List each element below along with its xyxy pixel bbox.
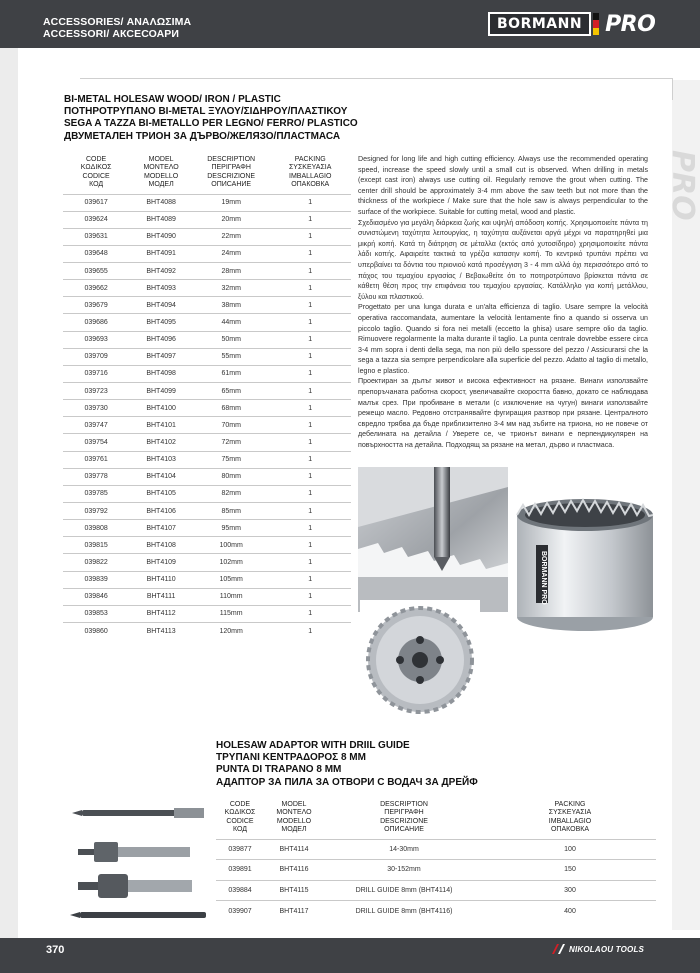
cell-packing: 1 (269, 485, 351, 502)
cell-packing: 1 (269, 571, 351, 588)
frame-divider-vertical (672, 78, 673, 100)
cell-code: 039679 (63, 297, 129, 314)
table-row (63, 485, 351, 502)
cell-model: BHT4092 (129, 263, 193, 280)
cell-description: 85mm (193, 503, 269, 520)
cell-description: 120mm (193, 623, 269, 640)
cell-description: 65mm (193, 383, 269, 400)
column-header-line: ОПИСАНИЕ (211, 181, 252, 189)
nikolaou-tools-logo (552, 943, 644, 955)
cell-code: 039648 (63, 245, 129, 262)
column-header-line: ΣΥΣΚΕΥΑΣΙΑ (548, 809, 592, 817)
adaptor-icon (78, 842, 190, 862)
cell-model: BHT4093 (129, 280, 193, 297)
cell-packing: 1 (269, 280, 351, 297)
column-header-line: DESCRIZIONE (207, 172, 256, 180)
cell-description: DRILL GUIDE 8mm (BHT4116) (324, 901, 484, 922)
cell-model: BHT4101 (129, 417, 193, 434)
table-row (63, 194, 351, 211)
frame-divider (80, 78, 672, 79)
description-bg: Проектиран за дълъг живот и висока ефективност на рязане. Винаги използвайте препоръчаната работна скорост, увеличавайте скоростта бавно, докато се наблюдава малък срез. При пробиване в метали (с изключение на чугун) винаги използвайте режещо масло. Редовно отстранявайте фугиращия разтвор при рязане. Централното свредло трябва да бъде приблизително 3-4 мм над зъбите на триона, но не повече от дебелината на детайла / Уверете се, че трионът винаги е перпендикулярен на повърхността на детайла. Подходящ за рязане на метал, дърво и пластмаса. (358, 377, 648, 450)
cell-model: BHT4117 (264, 901, 324, 922)
cell-packing: 1 (269, 228, 351, 245)
cell-description: 20mm (193, 211, 269, 228)
cell-description: 82mm (193, 485, 269, 502)
table-row (63, 605, 351, 622)
bormann-pro-logo (488, 11, 655, 37)
cell-code: 039631 (63, 228, 129, 245)
cell-packing: 1 (269, 588, 351, 605)
cell-code: 039754 (63, 434, 129, 451)
table-row (216, 860, 656, 881)
nikolaou-mark-icon (552, 944, 566, 954)
cell-packing: 1 (269, 434, 351, 451)
table-row (63, 417, 351, 434)
cell-code: 039655 (63, 263, 129, 280)
column-header-line: ΚΩΔΙΚΟΣ (224, 809, 256, 817)
cell-model: BHT4113 (129, 623, 193, 640)
cell-packing: 1 (269, 451, 351, 468)
table-row (63, 571, 351, 588)
cell-model: BHT4089 (129, 211, 193, 228)
column-header-line: MODELLO (143, 172, 179, 180)
cell-packing: 1 (269, 537, 351, 554)
page-header (0, 0, 700, 48)
cell-code: 039808 (63, 520, 129, 537)
title-line: АДАПТОР ЗА ПИЛА ЗА ОТВОРИ С ВОДАЧ ЗА ДРЕЙФ (216, 776, 478, 788)
cell-code: 039815 (63, 537, 129, 554)
column-header-line: КОД (232, 826, 248, 834)
column-header-line: PACKING (554, 800, 586, 808)
cell-code: 039877 (216, 839, 264, 860)
table-row (63, 297, 351, 314)
cell-model: BHT4099 (129, 383, 193, 400)
column-header (129, 152, 193, 194)
footer-brand: NIKOLAOU TOOLS (569, 944, 645, 954)
cell-code: 039761 (63, 451, 129, 468)
cell-model: BHT4105 (129, 485, 193, 502)
cell-model: BHT4098 (129, 365, 193, 382)
title-line: SEGA A TAZZA BI-METALLO PER LEGNO/ FERRO/ PLASTICO (64, 118, 358, 130)
cell-packing: 150 (484, 860, 656, 881)
column-header-line: DESCRIPTION (380, 800, 428, 808)
description-en: Designed for long life and high cutting efficiency. Always use the recommended operating speed, increase the speed slowly until a small cut is observed. When drilling in metals (except cast iron) always use cutting oil. Regularly remove the grout when cutting. The center drill should be approximately 3-4 mm above the saw teeth but not more than the thickness of the workpiece / Make sure that the hole saw is always perpendicular to the surface of the workpiece. Suitable for cutting metal, wood and plastic. (358, 155, 648, 216)
cell-description: 102mm (193, 554, 269, 571)
cell-model: BHT4097 (129, 348, 193, 365)
cell-packing: 1 (269, 211, 351, 228)
cell-description: DRILL GUIDE 8mm (BHT4114) (324, 880, 484, 901)
cell-model: BHT4116 (264, 860, 324, 881)
table-row (63, 280, 351, 297)
cell-code: 039822 (63, 554, 129, 571)
column-header (324, 797, 484, 839)
cell-code: 039693 (63, 331, 129, 348)
cell-description: 28mm (193, 263, 269, 280)
logo-brand: BORMANN (488, 12, 591, 36)
column-header-line: ОПАКОВКА (291, 181, 330, 189)
drill-bit-icon (72, 808, 204, 818)
cell-packing: 1 (269, 400, 351, 417)
cell-code: 039860 (63, 623, 129, 640)
description-it: Progettato per una lunga durata e un'alta efficienza di taglio. Usare sempre la velocità operativa raccomandata, aumentare la velocità lentamente fino a quando si osserva un piccolo taglio. Quando si fora nei metalli (eccetto la ghisa) usare sempre olio da taglio. Rimuovere regolarmente la malta durante il taglio. La punta centrale dovrebbe essere circa 3-4 mm sopra i denti della sega, ma non più dello spessore del pezzo / Assicurarsi che la sega a tazza sia sempre perpendicolare alla superficie del pezzo. Adatto al taglio di metallo, legno e plastico. (358, 303, 648, 375)
cell-model: BHT4090 (129, 228, 193, 245)
cell-description: 70mm (193, 417, 269, 434)
column-header-line: КОД (89, 181, 104, 189)
column-header-line: MODEL (148, 155, 174, 163)
cell-description: 61mm (193, 365, 269, 382)
cell-description: 22mm (193, 228, 269, 245)
column-header-line: ΜΟΝΤΕΛΟ (143, 164, 179, 172)
cell-description: 115mm (193, 605, 269, 622)
table-row (63, 451, 351, 468)
cell-packing: 300 (484, 880, 656, 901)
cell-packing: 1 (269, 520, 351, 537)
cell-packing: 1 (269, 383, 351, 400)
table-row (63, 623, 351, 640)
table-row (216, 880, 656, 901)
cell-description: 105mm (193, 571, 269, 588)
cell-code: 039853 (63, 605, 129, 622)
cell-packing: 1 (269, 331, 351, 348)
cell-code: 039716 (63, 365, 129, 382)
cell-packing: 1 (269, 468, 351, 485)
column-header (216, 797, 264, 839)
column-header-line: IMBALLAGIO (548, 817, 592, 825)
flag-icon (593, 13, 599, 35)
cell-code: 039617 (63, 194, 129, 211)
column-header-line: ΚΩΔΙΚΟΣ (80, 164, 112, 172)
cell-model: BHT4109 (129, 554, 193, 571)
left-margin-bar (0, 48, 18, 938)
table-row (63, 211, 351, 228)
column-header (63, 152, 129, 194)
title-line: ΤΡΥΠΑΝΙ ΚΕΝΤΡΑΔΟΡΟΣ 8 MM (216, 752, 366, 764)
cell-model: BHT4103 (129, 451, 193, 468)
cell-description: 72mm (193, 434, 269, 451)
table-row (216, 901, 656, 922)
holesaw-table (63, 152, 351, 640)
title-line: ДВУМЕТАЛЕН ТРИОН ЗА ДЪРВО/ЖЕЛЯЗО/ПЛАСТМАСА (64, 130, 341, 142)
column-header-line: МОДЕЛ (281, 826, 307, 834)
cell-description: 30-152mm (324, 860, 484, 881)
title-line: ΠΟΤΗΡΟΤΡΥΠΑΝΟ BI-METAL ΞΥΛΟΥ/ΣΙΔΗΡΟΥ/ΠΛΑΣΤΙΚΟΥ (64, 106, 348, 118)
holesaw-ring-photo (360, 600, 480, 720)
column-header-line: MODELLO (276, 817, 312, 825)
cell-code: 039846 (63, 588, 129, 605)
holesaw-title (64, 94, 358, 143)
cell-description: 38mm (193, 297, 269, 314)
table-row (216, 839, 656, 860)
cell-packing: 1 (269, 623, 351, 640)
cell-packing: 1 (269, 263, 351, 280)
cell-model: BHT4096 (129, 331, 193, 348)
category-line-1: ACCESSORIES/ ΑΝΑΛΩΣΙΜΑ (43, 16, 192, 28)
table-row (63, 554, 351, 571)
cell-packing: 1 (269, 503, 351, 520)
cell-description: 68mm (193, 400, 269, 417)
cell-code: 039907 (216, 901, 264, 922)
cell-packing: 1 (269, 297, 351, 314)
table-row (63, 228, 351, 245)
cell-packing: 1 (269, 314, 351, 331)
side-pro-watermark: PRO (665, 150, 700, 221)
cell-description: 55mm (193, 348, 269, 365)
column-header (264, 797, 324, 839)
column-header-line: MODEL (281, 800, 307, 808)
column-header-line: ОПИСАНИЕ (384, 826, 424, 834)
cell-model: BHT4110 (129, 571, 193, 588)
cell-description: 32mm (193, 280, 269, 297)
table-row (63, 434, 351, 451)
cell-model: BHT4091 (129, 245, 193, 262)
table-row (63, 245, 351, 262)
cell-code: 039662 (63, 280, 129, 297)
cell-code: 039785 (63, 485, 129, 502)
column-header-line: МОДЕЛ (148, 181, 174, 189)
column-header-line: CODE (229, 800, 251, 808)
column-header (484, 797, 656, 839)
cell-code: 039709 (63, 348, 129, 365)
table-row (63, 314, 351, 331)
adaptor-table (216, 797, 656, 921)
cell-description: 80mm (193, 468, 269, 485)
cell-code: 039778 (63, 468, 129, 485)
cell-code: 039792 (63, 503, 129, 520)
cutting-illustration (358, 467, 508, 612)
column-header-line: ОПАКОВКА (550, 826, 589, 834)
cell-code: 039891 (216, 860, 264, 881)
table-row (63, 503, 351, 520)
table-row (63, 468, 351, 485)
title-line: BI-METAL HOLESAW WOOD/ IRON / PLASTIC (64, 94, 281, 105)
cell-packing: 1 (269, 365, 351, 382)
cutting-photo (358, 467, 508, 612)
column-header-line: ΠΕΡΙΓΡΑΦΗ (384, 809, 424, 817)
cell-model: BHT4094 (129, 297, 193, 314)
cell-code: 039839 (63, 571, 129, 588)
table-row (63, 588, 351, 605)
cell-model: BHT4108 (129, 537, 193, 554)
cell-description: 19mm (193, 194, 269, 211)
cell-packing: 1 (269, 194, 351, 211)
cell-packing: 1 (269, 245, 351, 262)
saw-brand-label: BORMANN PRO (540, 551, 547, 605)
category-line-2: ACCESSORI/ АКСЕСОАРИ (43, 28, 180, 40)
holesaw-photo (510, 485, 660, 635)
table-row (63, 520, 351, 537)
cell-model: BHT4107 (129, 520, 193, 537)
table-row (63, 348, 351, 365)
cell-description: 110mm (193, 588, 269, 605)
cell-description: 100mm (193, 537, 269, 554)
cell-model: BHT4102 (129, 434, 193, 451)
column-header-line: DESCRIZIONE (380, 817, 428, 825)
cell-description: 14-30mm (324, 839, 484, 860)
title-line: PUNTA DI TRAPANO 8 MM (216, 764, 342, 776)
adaptor-photos (70, 800, 210, 930)
category-title (43, 16, 191, 40)
table-row (63, 383, 351, 400)
cell-model: BHT4088 (129, 194, 193, 211)
adaptor-title (216, 740, 478, 789)
column-header-line: ΠΕΡΙΓΡΑΦΗ (211, 164, 251, 172)
column-header-line: DESCRIPTION (207, 155, 256, 163)
cell-model: BHT4115 (264, 880, 324, 901)
cell-code: 039686 (63, 314, 129, 331)
cell-model: BHT4114 (264, 839, 324, 860)
description-el: Σχεδιασμένο για μεγάλη διάρκεια ζωής και υψηλή απόδοση κοπής. Χρησιμοποιείτε πάντα τη συνιστώμενη ταχύτητα λειτουργίας, η ταχύτητα αυξάνεται αργά μέχρι να παρατηρηθεί μια μικρή κοπή. Κατά τη διάτρηση σε μέταλλα (εκτός από χυτοσίδηρο) χρησιμοποιείτε πάντα λάδι κοπής. Αφαιρείτε τακτικά τα γρέζια κατασην κοπή. Το κεντρικό τρυπάνι πρέπει να υπερβαίνει τα δόντια του πριονιού κατά προσέγγιση 3 - 4 mm αλλά όχι περισσότερο από το πάχος του τεμαχίου εργασίας / Βεβαιωθείτε ότι το ποτηροτρύπανο βρίσκεται πάντα σε κάθετη θέση προς την επιφάνεια του τεμαχίου εργασίας. Κατάλληλο για κοπή μετάλλου, ξύλου και πλαστικού. (358, 218, 648, 301)
column-header-line: CODE (86, 155, 107, 163)
table-row (63, 263, 351, 280)
cell-model: BHT4106 (129, 503, 193, 520)
table-row (63, 331, 351, 348)
logo-pro: PRO (605, 11, 656, 37)
column-header-line: CODICE (226, 817, 254, 825)
page-number: 370 (46, 944, 65, 956)
cell-packing: 1 (269, 417, 351, 434)
column-header-line: PACKING (294, 155, 326, 163)
cell-code: 039624 (63, 211, 129, 228)
column-header-line: ΣΥΣΚΕΥΑΣΙΑ (288, 164, 332, 172)
cell-description: 95mm (193, 520, 269, 537)
table-row (63, 537, 351, 554)
cell-model: BHT4111 (129, 588, 193, 605)
cell-packing: 400 (484, 901, 656, 922)
cell-description: 75mm (193, 451, 269, 468)
column-header-line: ΜΟΝΤΕΛΟ (276, 809, 312, 817)
cell-model: BHT4100 (129, 400, 193, 417)
cell-packing: 1 (269, 605, 351, 622)
column-header-line: IMBALLAGIO (289, 172, 332, 180)
cell-packing: 1 (269, 554, 351, 571)
column-header (269, 152, 351, 194)
drill-guide-icon (70, 912, 206, 918)
cell-model: BHT4104 (129, 468, 193, 485)
cell-code: 039723 (63, 383, 129, 400)
column-header (193, 152, 269, 194)
adaptor-large-icon (78, 874, 192, 898)
cell-description: 24mm (193, 245, 269, 262)
product-description (358, 154, 648, 451)
column-header-line: CODICE (82, 172, 110, 180)
cell-model: BHT4095 (129, 314, 193, 331)
cell-description: 44mm (193, 314, 269, 331)
cell-code: 039884 (216, 880, 264, 901)
cell-description: 50mm (193, 331, 269, 348)
cell-packing: 1 (269, 348, 351, 365)
title-line: HOLESAW ADAPTOR WITH DRIIL GUIDE (216, 740, 410, 751)
cell-code: 039747 (63, 417, 129, 434)
table-row (63, 400, 351, 417)
cell-packing: 100 (484, 839, 656, 860)
table-row (63, 365, 351, 382)
cell-code: 039730 (63, 400, 129, 417)
cell-model: BHT4112 (129, 605, 193, 622)
